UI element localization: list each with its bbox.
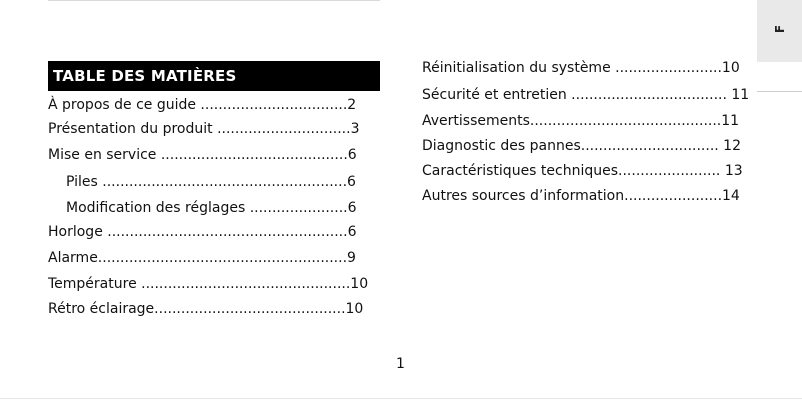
toc-entry: Horloge ......................................................6 [48,224,357,240]
toc-entry: À propos de ce guide .................................2 [48,97,357,113]
bottom-divider [0,398,802,399]
toc-entry: Autres sources d’information......................14 [422,188,740,204]
toc-entry: Avertissements...........................................11 [422,113,740,129]
toc-entry: Présentation du produit ..............................3 [48,121,360,137]
language-tab-label: F [773,24,787,34]
page-number: 1 [396,356,405,372]
toc-heading: TABLE DES MATIÈRES [48,61,380,91]
toc-subentry: Modification des réglages ......................6 [66,200,357,216]
toc-entry: Alarme........................................................9 [48,250,356,266]
toc-subentry: Piles .......................................................6 [66,174,356,190]
toc-entry: Température ...............................................10 [48,276,369,292]
toc-entry: Réinitialisation du système ........................10 [422,60,740,76]
toc-entry: Mise en service ..........................................6 [48,147,357,163]
toc-entry: Diagnostic des pannes............................... 12 [422,138,741,154]
toc-entry: Caractéristiques techniques....................... 13 [422,163,743,179]
language-tab-divider [757,91,802,92]
top-divider [48,0,380,1]
toc-entry: Rétro éclairage...........................................10 [48,301,364,317]
toc-entry: Sécurité et entretien ................................... 11 [422,87,750,103]
